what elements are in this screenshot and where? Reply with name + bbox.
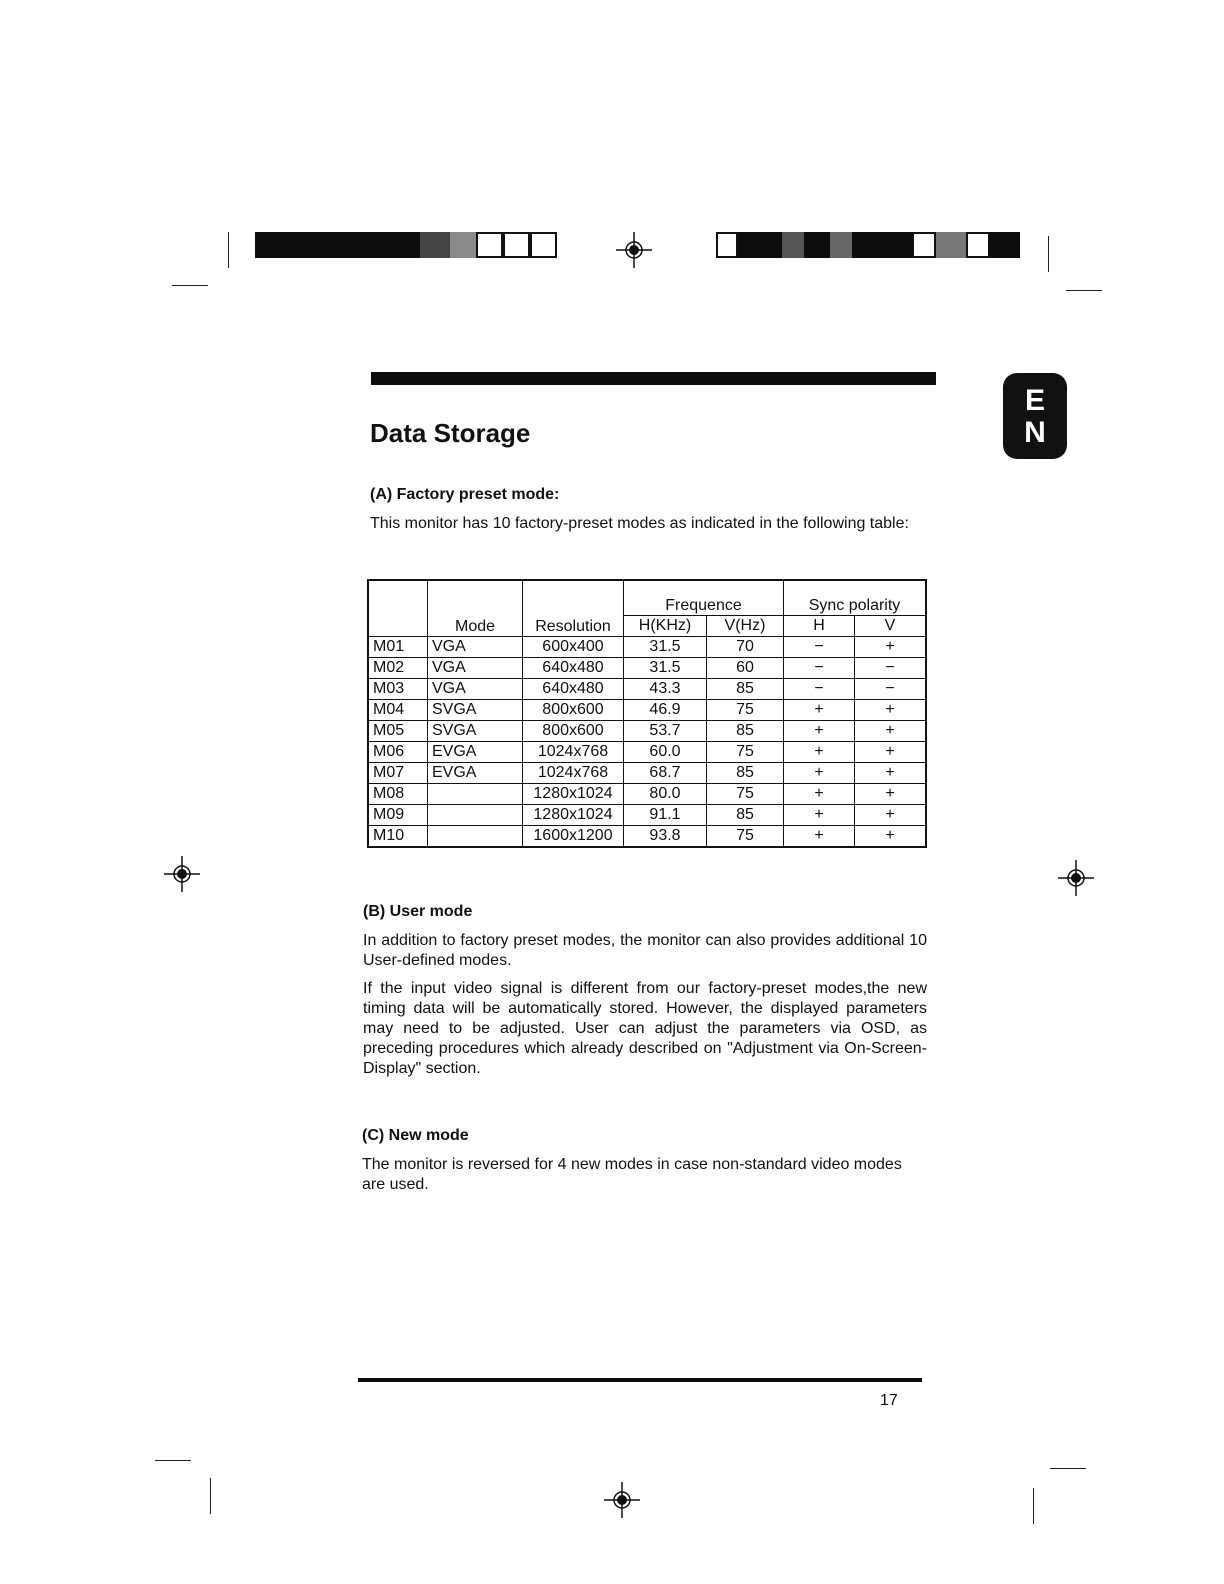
- cell-v-hz: 85: [707, 763, 784, 784]
- crop-mark: [210, 1478, 211, 1514]
- cell-v-hz: 85: [707, 721, 784, 742]
- section-b-heading: (B) User mode: [363, 903, 473, 920]
- cell-sync-h: −: [784, 637, 855, 658]
- cell-resolution: 1600x1200: [523, 826, 624, 848]
- table-header-h: H: [784, 616, 855, 637]
- table-header-resolution: Resolution: [523, 580, 624, 637]
- cell-v-hz: 75: [707, 700, 784, 721]
- cell-v-hz: 75: [707, 742, 784, 763]
- cell-mode: EVGA: [428, 763, 523, 784]
- cell-h-khz: 46.9: [624, 700, 707, 721]
- cell-sync-v: +: [855, 805, 927, 826]
- footer-rule: [358, 1378, 922, 1382]
- cell-id: M02: [368, 658, 428, 679]
- crop-mark: [1048, 236, 1049, 272]
- cell-id: M10: [368, 826, 428, 848]
- cell-id: M08: [368, 784, 428, 805]
- cell-id: M06: [368, 742, 428, 763]
- crop-mark: [1050, 1468, 1086, 1469]
- cell-mode: SVGA: [428, 721, 523, 742]
- table-row: [368, 679, 926, 700]
- cell-sync-h: −: [784, 679, 855, 700]
- cell-v-hz: 70: [707, 637, 784, 658]
- registration-mark-icon: [164, 856, 200, 892]
- cell-mode: EVGA: [428, 742, 523, 763]
- cell-resolution: 640x480: [523, 658, 624, 679]
- cell-resolution: 1280x1024: [523, 805, 624, 826]
- table-header-mode: Mode: [428, 580, 523, 637]
- cell-resolution: 1024x768: [523, 763, 624, 784]
- section-a-text: This monitor has 10 factory-preset modes as indicated in the following table:: [370, 515, 909, 532]
- cell-v-hz: 75: [707, 826, 784, 848]
- cell-resolution: 800x600: [523, 700, 624, 721]
- cell-v-hz: 85: [707, 805, 784, 826]
- cell-resolution: 1280x1024: [523, 784, 624, 805]
- cell-sync-v: −: [855, 658, 927, 679]
- section-c-text: The monitor is reversed for 4 new modes in case non-standard video modes are used.: [362, 1156, 902, 1193]
- cell-id: M04: [368, 700, 428, 721]
- registration-mark-icon: [616, 232, 652, 268]
- cell-v-hz: 85: [707, 679, 784, 700]
- cell-sync-h: +: [784, 700, 855, 721]
- cell-h-khz: 31.5: [624, 658, 707, 679]
- crop-mark: [1033, 1488, 1034, 1524]
- registration-mark-icon: [604, 1482, 640, 1518]
- cell-h-khz: 31.5: [624, 637, 707, 658]
- cell-sync-h: +: [784, 721, 855, 742]
- cell-h-khz: 68.7: [624, 763, 707, 784]
- table-row: [368, 784, 926, 805]
- cell-sync-v: +: [855, 637, 927, 658]
- section-a-heading: (A) Factory preset mode:: [370, 486, 560, 503]
- cell-h-khz: 93.8: [624, 826, 707, 848]
- section-b-paragraph-2: If the input video signal is different from our factory-preset modes,the new timing data will be automatically stored. However, the displayed parameters may need to be adjusted. User can adjust the parameters via OSD, as preceding procedures which already described on "Adjustment via On-Screen-Display" section.: [363, 980, 927, 1077]
- cell-mode: VGA: [428, 658, 523, 679]
- cell-resolution: 800x600: [523, 721, 624, 742]
- cell-mode: VGA: [428, 679, 523, 700]
- table-body: [368, 637, 926, 848]
- page-number: 17: [880, 1392, 898, 1409]
- cell-id: M03: [368, 679, 428, 700]
- language-tab: [1003, 373, 1067, 459]
- cell-resolution: 1024x768: [523, 742, 624, 763]
- cell-h-khz: 80.0: [624, 784, 707, 805]
- language-tab-letter: E: [1024, 384, 1045, 417]
- cell-sync-v: +: [855, 721, 927, 742]
- cell-mode: VGA: [428, 637, 523, 658]
- cell-sync-v: +: [855, 700, 927, 721]
- cell-resolution: 600x400: [523, 637, 624, 658]
- table-row: [368, 742, 926, 763]
- cell-id: M07: [368, 763, 428, 784]
- crop-mark: [1066, 290, 1102, 291]
- cell-mode: SVGA: [428, 700, 523, 721]
- crop-mark: [155, 1460, 191, 1461]
- table-header-v: V: [855, 616, 927, 637]
- cell-mode: [428, 805, 523, 826]
- cell-mode: [428, 784, 523, 805]
- cell-mode: [428, 826, 523, 848]
- table-row: [368, 826, 926, 848]
- language-tab-letter: N: [1024, 416, 1046, 449]
- table-header-v-hz: V(Hz): [707, 616, 784, 637]
- cell-id: M09: [368, 805, 428, 826]
- cell-sync-h: +: [784, 763, 855, 784]
- crop-mark: [228, 232, 229, 268]
- cell-id: M05: [368, 721, 428, 742]
- cell-sync-h: −: [784, 658, 855, 679]
- table-header-sync: Sync polarity: [784, 580, 927, 616]
- cell-sync-h: +: [784, 826, 855, 848]
- table-header-id: [368, 580, 428, 637]
- section-b-paragraph-1: In addition to factory preset modes, the monitor can also provides additional 10 User-defined modes.: [363, 932, 927, 969]
- preset-modes-table: [367, 579, 927, 848]
- cell-h-khz: 53.7: [624, 721, 707, 742]
- heading-rule: [371, 372, 936, 385]
- cell-resolution: 640x480: [523, 679, 624, 700]
- cell-h-khz: 43.3: [624, 679, 707, 700]
- table-header-frequence: Frequence: [624, 580, 784, 616]
- table-row: [368, 658, 926, 679]
- cell-sync-v: +: [855, 784, 927, 805]
- registration-mark-icon: [1058, 860, 1094, 896]
- cell-id: M01: [368, 637, 428, 658]
- cell-h-khz: 60.0: [624, 742, 707, 763]
- table-row: [368, 637, 926, 658]
- page-title: Data Storage: [370, 418, 531, 448]
- cell-sync-v: +: [855, 763, 927, 784]
- cell-sync-v: −: [855, 679, 927, 700]
- cell-sync-v: +: [855, 826, 927, 848]
- table-row: [368, 805, 926, 826]
- table-header-h-khz: H(KHz): [624, 616, 707, 637]
- cell-v-hz: 60: [707, 658, 784, 679]
- cell-sync-h: +: [784, 784, 855, 805]
- cell-sync-v: +: [855, 742, 927, 763]
- table-row: [368, 763, 926, 784]
- cell-h-khz: 91.1: [624, 805, 707, 826]
- cell-v-hz: 75: [707, 784, 784, 805]
- cell-sync-h: +: [784, 742, 855, 763]
- table-header-row: [368, 580, 926, 616]
- table-row: [368, 721, 926, 742]
- crop-mark: [172, 285, 208, 286]
- section-c-heading: (C) New mode: [362, 1127, 469, 1144]
- cell-sync-h: +: [784, 805, 855, 826]
- table-row: [368, 700, 926, 721]
